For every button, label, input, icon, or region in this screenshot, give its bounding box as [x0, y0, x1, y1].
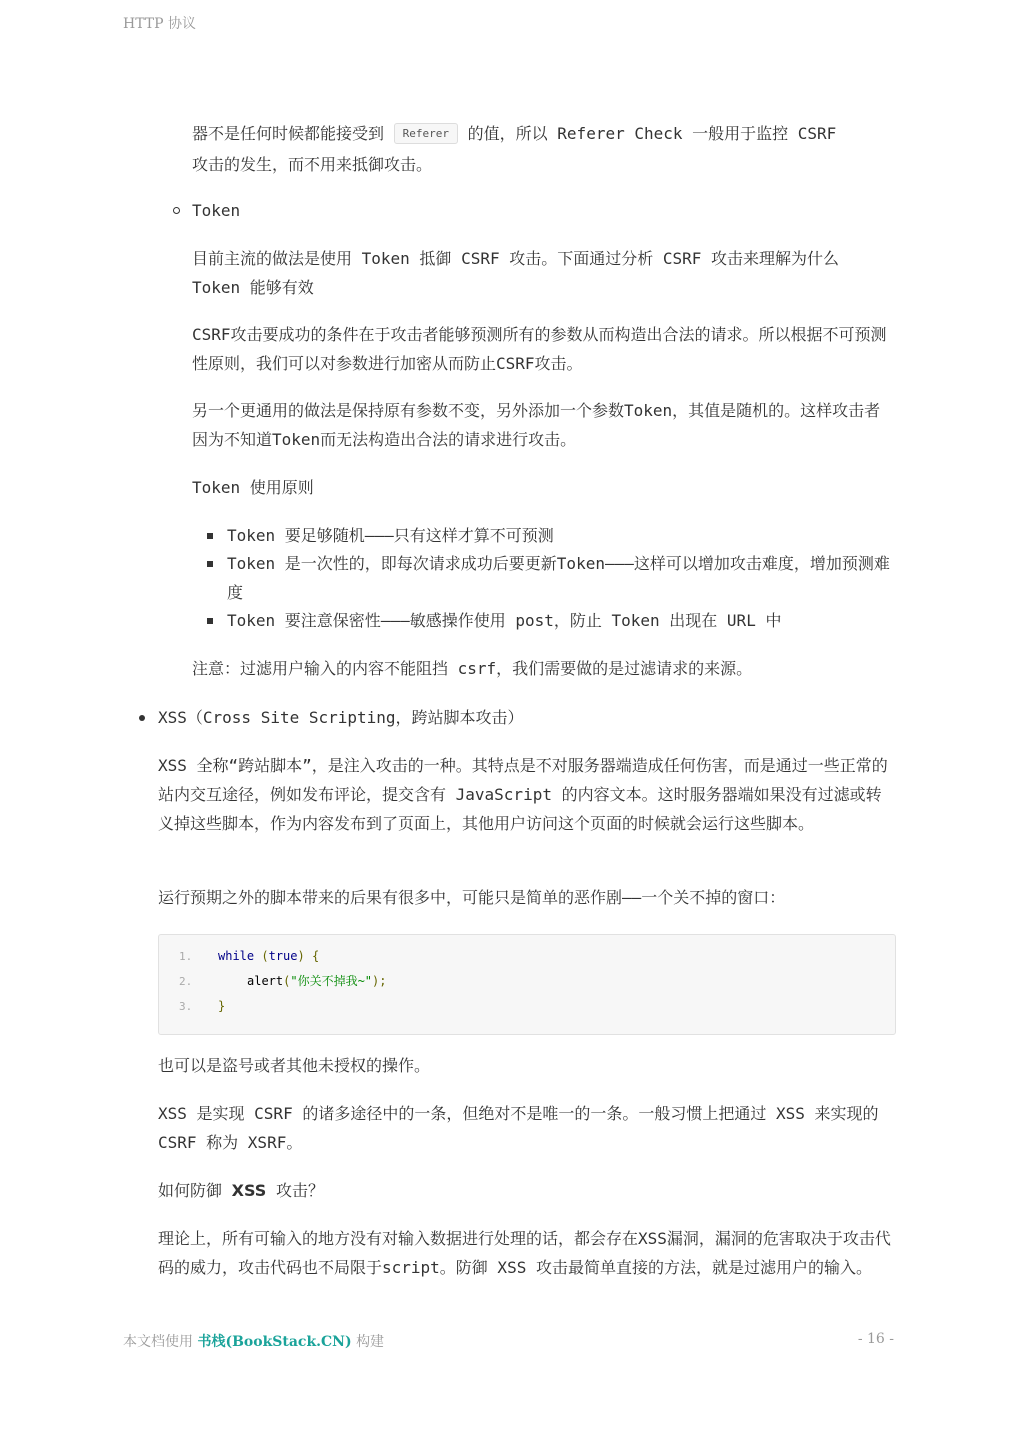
xss-paragraph-2: 运行预期之外的脚本带来的后果有很多中，可能只是简单的恶作剧——一个关不掉的窗口：	[158, 888, 786, 907]
question-bold: XSS	[231, 1181, 267, 1200]
square-bullet-icon	[207, 533, 213, 539]
code-block	[158, 934, 896, 1035]
footer-text: 构建	[356, 1334, 385, 1350]
page-header-title: HTTP 协议	[123, 16, 197, 32]
footer-brand-link[interactable]: 书栈(BookStack.CN)	[197, 1334, 352, 1350]
referer-text-1: 器不是任何时候都能接受到	[192, 124, 385, 143]
disc-bullet-icon	[139, 715, 145, 721]
code-punct: }	[218, 999, 226, 1013]
circle-bullet-icon	[173, 207, 180, 214]
code-line	[159, 994, 895, 1019]
principle-item: Token 要注意保密性———敏感操作使用 post，防止 Token 出现在 URL 中	[227, 611, 782, 630]
code-punct: (	[261, 949, 269, 963]
xss-heading: XSS（Cross Site Scripting，跨站脚本攻击）	[158, 708, 524, 727]
principle-item: Token 要足够随机———只有这样才算不可预测	[227, 526, 554, 545]
square-bullet-icon	[207, 618, 213, 624]
referer-text-2: 的值，所以 Referer Check 一般用于监控 CSRF	[467, 124, 837, 143]
code-punct: );	[372, 974, 387, 988]
code-line	[159, 969, 895, 994]
line-number: 1.	[179, 950, 193, 963]
question-text: 攻击？	[275, 1181, 324, 1200]
xss-paragraph-6: 理论上，所有可输入的地方没有对输入数据进行处理的话，都会存在XSS漏洞，漏洞的危害取决于攻击代码的威力，攻击代码也不局限于script。防御 XSS 攻击最简单直接的方法，就是过滤用户的输入。	[158, 1229, 891, 1277]
xss-paragraph-1: XSS 全称“跨站脚本”，是注入攻击的一种。其特点是不对服务器端造成任何伤害，而是通过一些正常的站内交互途径，例如发布评论，提交含有 JavaScript 的内容文本。这时服务器端如果没有过滤或转义掉这些脚本，作为内容发布到了页面上，其他用户访问这个页面的时候就会运行这些脚本。	[158, 756, 888, 833]
referer-paragraph	[192, 119, 892, 179]
code-keyword: while	[218, 949, 255, 963]
token-principles-title: Token 使用原则	[192, 478, 314, 497]
footer-credit	[123, 1331, 384, 1351]
xss-paragraph-3: 也可以是盗号或者其他未授权的操作。	[158, 1056, 431, 1075]
referer-text-3: 攻击的发生，而不用来抵御攻击。	[192, 155, 433, 174]
footer-text: 本文档使用	[123, 1334, 193, 1350]
xss-paragraph-4: XSS 是实现 CSRF 的诸多途径中的一条，但绝对不是唯一的一条。一般习惯上把通过 XSS 来实现的 CSRF 称为 XSRF。	[158, 1104, 879, 1152]
token-paragraph-1: 目前主流的做法是使用 Token 抵御 CSRF 攻击。下面通过分析 CSRF 攻击来理解为什么 Token 能够有效	[192, 249, 840, 297]
xss-defense-question	[158, 1176, 894, 1205]
line-number: 3.	[179, 1000, 193, 1013]
token-paragraph-2: CSRF攻击要成功的条件在于攻击者能够预测所有的参数从而构造出合法的请求。所以根据不可预测性原则，我们可以对参数进行加密从而防止CSRF攻击。	[192, 325, 887, 373]
code-keyword: true	[268, 949, 298, 963]
code-punct: {	[311, 949, 320, 963]
line-number: 2.	[179, 975, 193, 988]
page-number: - 16 -	[857, 1331, 894, 1347]
code-function: alert	[247, 974, 284, 988]
token-heading: Token	[192, 201, 241, 220]
code-line	[159, 944, 895, 969]
principle-item: Token 是一次性的，即每次请求成功后要更新Token———这样可以增加攻击难度，增加预测难度	[227, 554, 890, 602]
token-note: 注意：过滤用户输入的内容不能阻挡 csrf，我们需要做的是过滤请求的来源。	[192, 659, 753, 678]
inline-code-referer: Referer	[394, 123, 458, 144]
code-string: "你关不掉我~"	[290, 974, 373, 988]
square-bullet-icon	[207, 561, 213, 567]
code-punct: )	[297, 949, 305, 963]
token-paragraph-3: 另一个更通用的做法是保持原有参数不变，另外添加一个参数Token，其值是随机的。这样攻击者因为不知道Token而无法构造出合法的请求进行攻击。	[192, 401, 881, 449]
question-text: 如何防御	[158, 1181, 223, 1200]
code-punct: (	[283, 974, 291, 988]
